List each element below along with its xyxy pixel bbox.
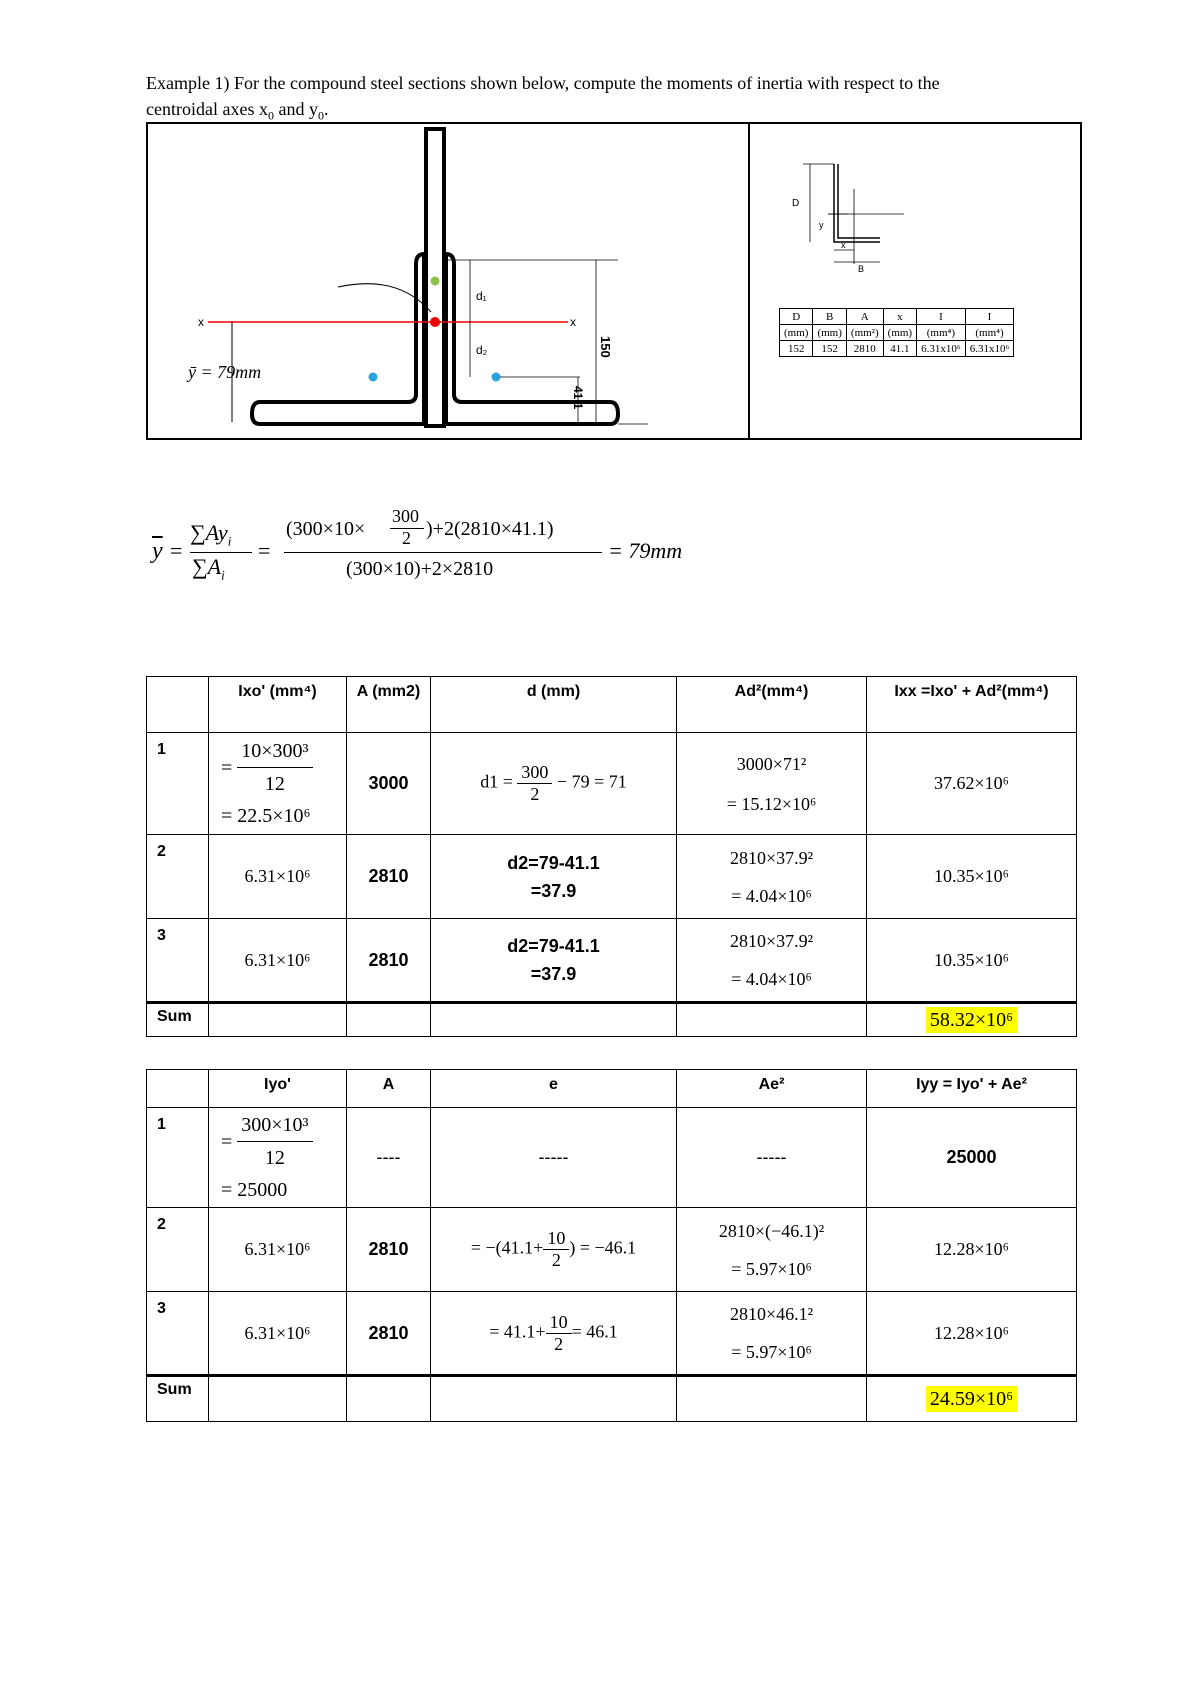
- mini-unit: (mm): [780, 325, 813, 341]
- eq-ybar: $\overline{y}$: [152, 538, 163, 564]
- ixx-header-area: A (mm2): [347, 677, 431, 733]
- mini-header-B: B: [813, 309, 846, 325]
- area-cell: 3000: [347, 733, 431, 835]
- empty-cell: [347, 1003, 431, 1037]
- iyy-cell: 25000: [867, 1108, 1077, 1208]
- table-row: [147, 733, 1077, 835]
- iyy-cell: 12.28×10⁶: [867, 1208, 1077, 1292]
- eq-sum-denominator: $\sum A_i$: [192, 554, 225, 583]
- dim-41-label: 41.1: [571, 386, 585, 410]
- row-number: 2: [147, 835, 209, 919]
- iyo-cell: = $\frac{\text{300×10³}}{12}$ = 25000: [209, 1108, 347, 1208]
- angle-x-label: x: [841, 240, 846, 250]
- mini-unit: (mm): [883, 325, 916, 341]
- x-axis-label-right: x: [570, 315, 576, 329]
- e-cell: = −(41.1+ $\frac{10}{2}$ ) = −46.1: [431, 1208, 677, 1292]
- area-cell: 2810: [347, 1292, 431, 1376]
- area-cell: 2810: [347, 835, 431, 919]
- dim-150-label: 150: [598, 336, 613, 358]
- empty-cell: [431, 1003, 677, 1037]
- row-number: 2: [147, 1208, 209, 1292]
- mini-value: 152: [813, 341, 846, 357]
- angle-sketch-inner: [838, 164, 880, 238]
- iyy-corner-cell: [147, 1070, 209, 1108]
- eq-numerator-a: (300×10×: [286, 518, 366, 540]
- empty-cell: [677, 1003, 867, 1037]
- iyy-cell: 12.28×10⁶: [867, 1292, 1077, 1376]
- centroid-point: [430, 317, 440, 327]
- empty-cell: [431, 1376, 677, 1422]
- angle-centroid-point-left: [369, 373, 378, 382]
- ybar-label: ȳ = 79mm: [188, 362, 262, 382]
- iyy-sum-highlight: 24.59×10⁶: [926, 1386, 1017, 1412]
- table-row: [147, 835, 1077, 919]
- sum-row: [147, 1003, 1077, 1037]
- mini-value: 41.1: [883, 341, 916, 357]
- eq-denominator: (300×10)+2×2810: [346, 558, 494, 580]
- ixx-header-d: d (mm): [431, 677, 677, 733]
- ixx-corner-cell: [147, 677, 209, 733]
- left-angle-section: [252, 254, 424, 424]
- mini-header-A: A: [846, 309, 883, 325]
- eq-frac-bar-1: [190, 552, 252, 553]
- sum-label: Sum: [147, 1376, 209, 1422]
- empty-cell: [677, 1376, 867, 1422]
- mini-header-x: x: [883, 309, 916, 325]
- eq-equals-1: =: [170, 538, 183, 563]
- ixx-header-ixo: Ixo' (mm⁴): [209, 677, 347, 733]
- x-axis-label-left: x: [198, 315, 204, 329]
- mini-value: 2810: [846, 341, 883, 357]
- iyo-cell: 6.31×10⁶: [209, 1208, 347, 1292]
- ixo-cell: 6.31×10⁶: [209, 919, 347, 1003]
- eq-numerator-b: )+2(2810×41.1): [426, 518, 554, 540]
- mini-unit: (mm⁴): [917, 325, 966, 341]
- e-cell: -----: [431, 1108, 677, 1208]
- ad2-cell: 2810×37.9² = 4.04×10⁶: [677, 919, 867, 1003]
- eq-equals-2: =: [258, 538, 271, 563]
- d2-label: d₂: [476, 343, 488, 357]
- ae2-cell: -----: [677, 1108, 867, 1208]
- area-cell: ----: [347, 1108, 431, 1208]
- iyy-table: [146, 1069, 1077, 1422]
- empty-cell: [209, 1376, 347, 1422]
- iyy-header-e: e: [431, 1070, 677, 1108]
- eq-inner-frac-top: 300: [392, 506, 419, 526]
- ixx-cell: 37.62×10⁶: [867, 733, 1077, 835]
- problem-line-2: centroidal axes $x_0$ and $y_0$.: [146, 99, 329, 123]
- table-row: [147, 1108, 1077, 1208]
- table-row: [147, 919, 1077, 1003]
- angle-D-label: D: [792, 198, 800, 209]
- empty-cell: [209, 1003, 347, 1037]
- mini-header-Iy: I: [965, 309, 1014, 325]
- mini-value: 6.31x10⁶: [965, 341, 1014, 357]
- ad2-cell: 2810×37.9² = 4.04×10⁶: [677, 835, 867, 919]
- iyy-header-ae2: Ae²: [677, 1070, 867, 1108]
- area-cell: 2810: [347, 1208, 431, 1292]
- table-row: [147, 1208, 1077, 1292]
- mini-header-Ix: I: [917, 309, 966, 325]
- iyy-header-iyy: Iyy = Iyo' + Ae²: [867, 1070, 1077, 1108]
- ixo-cell: 6.31×10⁶: [209, 835, 347, 919]
- row-number: 1: [147, 1108, 209, 1208]
- mini-unit: (mm): [813, 325, 846, 341]
- iyy-header-area: A: [347, 1070, 431, 1108]
- angle-properties-table: [779, 308, 1014, 357]
- angle-y-label: y: [819, 220, 824, 230]
- d-cell: d1 = $\frac{300}{2}$ − 79 = 71: [431, 733, 677, 835]
- ixx-cell: 10.35×10⁶: [867, 835, 1077, 919]
- e-cell: = 41.1+ $\frac{10}{2}$ = 46.1: [431, 1292, 677, 1376]
- angle-B-label: B: [858, 264, 865, 274]
- row-number: 3: [147, 1292, 209, 1376]
- d1-label: d₁: [476, 289, 487, 303]
- d-cell: d2=79-41.1 =37.9: [431, 919, 677, 1003]
- eq-sum-numerator: $\sum Ay_i$: [190, 520, 232, 549]
- ixx-header-ixx: Ixx =Ixo' + Ad²(mm⁴): [867, 677, 1077, 733]
- area-cell: 2810: [347, 919, 431, 1003]
- sum-row: [147, 1376, 1077, 1422]
- row-number: 1: [147, 733, 209, 835]
- centroid-equation: [146, 506, 706, 600]
- d-cell: d2=79-41.1 =37.9: [431, 835, 677, 919]
- sum-label: Sum: [147, 1003, 209, 1037]
- ixo-cell: = $\frac{\text{10×300³}}{12}$ = 22.5×10⁶: [209, 733, 347, 835]
- empty-cell: [347, 1376, 431, 1422]
- section-figure: [146, 122, 1082, 440]
- iyo-cell: 6.31×10⁶: [209, 1292, 347, 1376]
- mini-value: 152: [780, 341, 813, 357]
- row-number: 3: [147, 919, 209, 1003]
- iyy-sum-cell: [867, 1376, 1077, 1422]
- mini-value: 6.31x10⁶: [917, 341, 966, 357]
- ad2-cell: 3000×71² = 15.12×10⁶: [677, 733, 867, 835]
- eq-inner-frac-bot: 2: [402, 528, 411, 548]
- ixx-table: [146, 676, 1077, 1037]
- right-angle-section: [446, 254, 618, 424]
- ixx-sum-cell: [867, 1003, 1077, 1037]
- ae2-cell: 2810×(−46.1)² = 5.97×10⁶: [677, 1208, 867, 1292]
- mini-header-D: D: [780, 309, 813, 325]
- mini-unit: (mm⁴): [965, 325, 1014, 341]
- problem-line-1: Example 1) For the compound steel sections shown below, compute the moments of inertia with respect to the: [146, 73, 940, 93]
- table-row: [147, 1292, 1077, 1376]
- mini-unit: (mm²): [846, 325, 883, 341]
- eq-main-frac-bar: [284, 552, 602, 553]
- angle-centroid-point: [492, 373, 501, 382]
- angle-sketch-outer: [834, 164, 880, 242]
- ixx-cell: 10.35×10⁶: [867, 919, 1077, 1003]
- problem-statement: [146, 70, 1066, 129]
- ixx-header-ad2: Ad²(mm⁴): [677, 677, 867, 733]
- ae2-cell: 2810×46.1² = 5.97×10⁶: [677, 1292, 867, 1376]
- compound-section-drawing: [148, 124, 1080, 438]
- eq-result: = 79mm: [608, 538, 683, 563]
- iyy-header-iyo: Iyo': [209, 1070, 347, 1108]
- ixx-sum-highlight: 58.32×10⁶: [926, 1007, 1017, 1033]
- plate-centroid-point: [431, 277, 440, 286]
